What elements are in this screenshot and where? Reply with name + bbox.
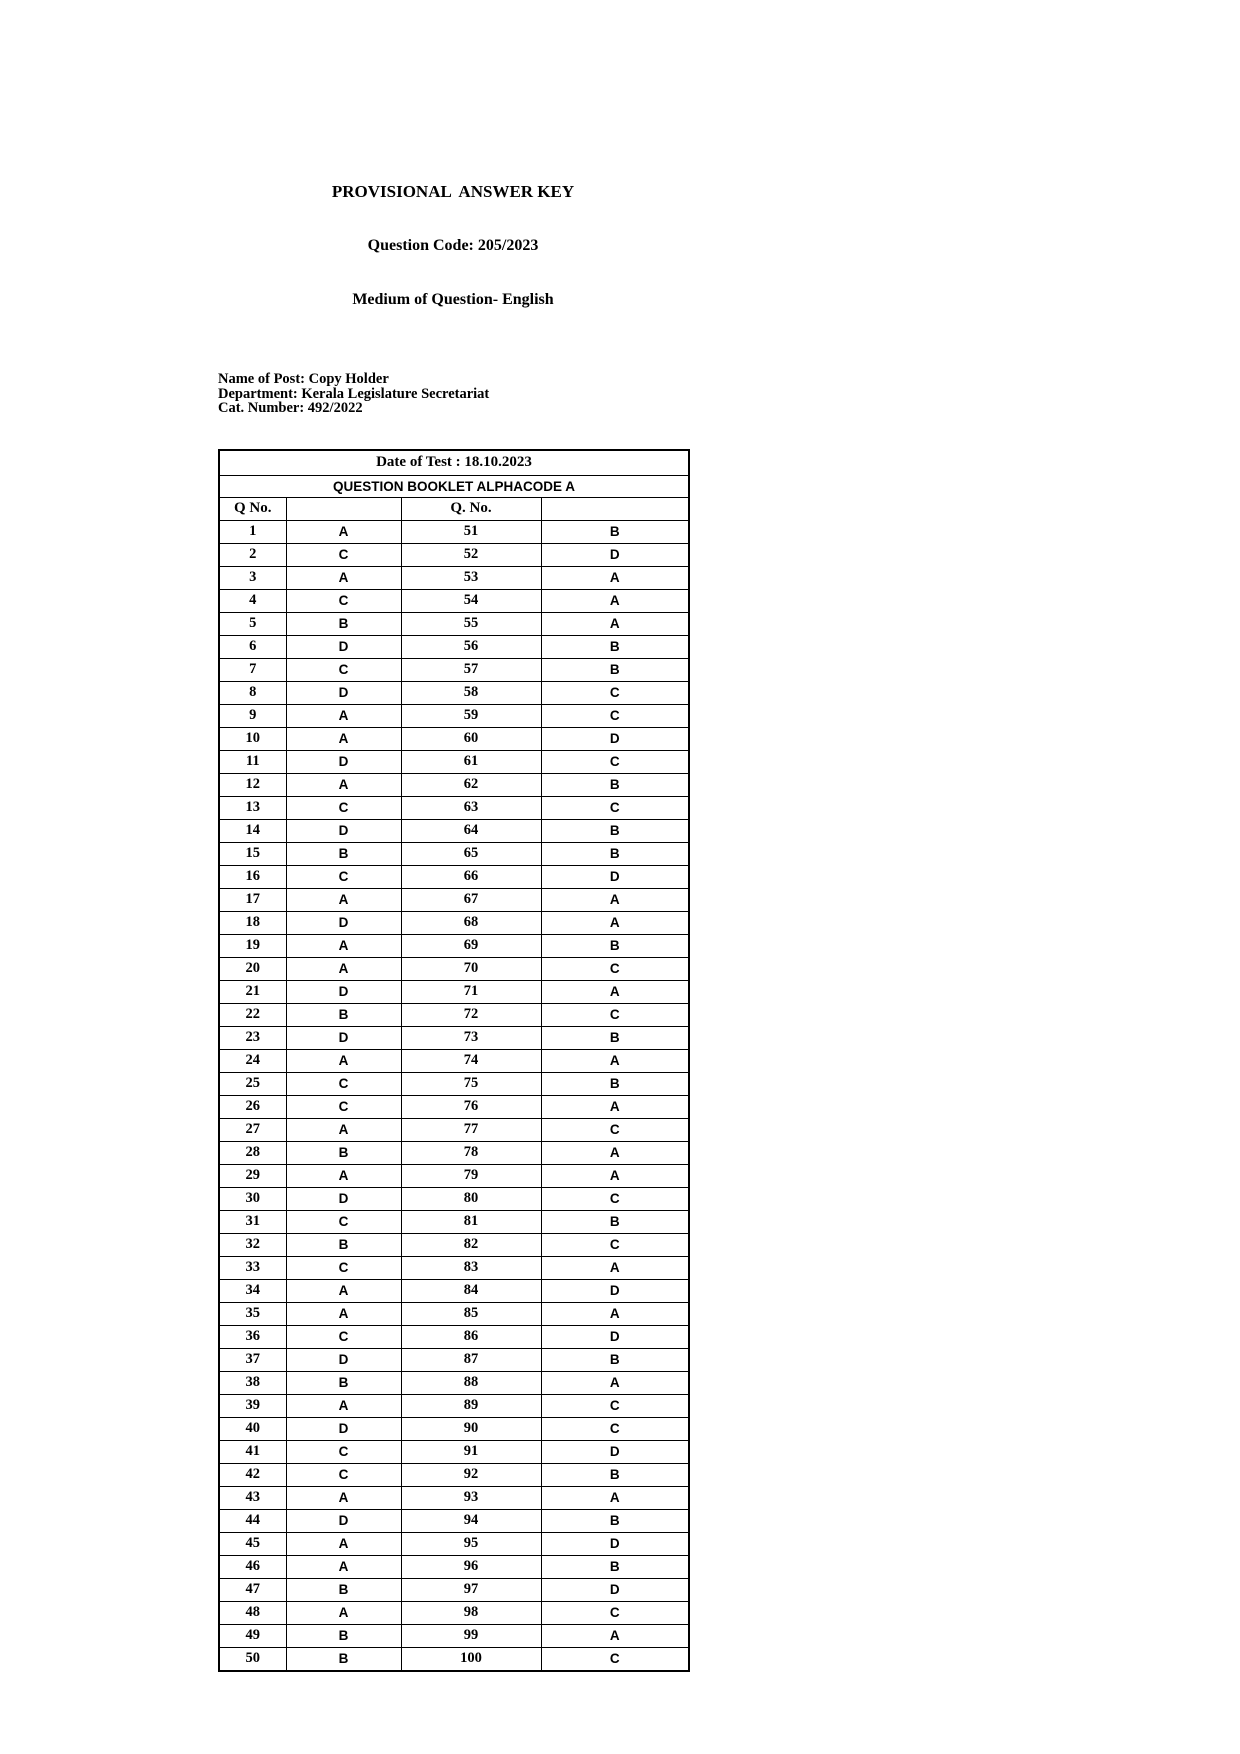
question-number-cell: 67 [401, 888, 541, 911]
answer-cell: A [541, 589, 689, 612]
question-number-cell: 48 [219, 1601, 286, 1624]
col-header-qno-left: Q No. [219, 497, 286, 520]
table-row [219, 1164, 689, 1187]
question-number-cell: 26 [219, 1095, 286, 1118]
answer-cell: C [286, 1325, 401, 1348]
answer-cell: B [541, 934, 689, 957]
answer-cell: A [286, 1486, 401, 1509]
answer-cell: D [541, 1440, 689, 1463]
answer-cell: D [286, 635, 401, 658]
department: Department: Kerala Legislature Secretariat [218, 385, 490, 402]
answer-cell: A [286, 1279, 401, 1302]
answer-cell: A [541, 1371, 689, 1394]
answer-cell: D [286, 911, 401, 934]
question-number-cell: 16 [219, 865, 286, 888]
answer-cell: D [286, 750, 401, 773]
answer-cell: B [286, 1233, 401, 1256]
question-number-cell: 64 [401, 819, 541, 842]
table-row [219, 589, 689, 612]
answer-cell: D [286, 1026, 401, 1049]
answer-cell: D [541, 1578, 689, 1601]
answer-cell: C [541, 1003, 689, 1026]
answer-cell: C [541, 681, 689, 704]
question-number-cell: 79 [401, 1164, 541, 1187]
answer-cell: C [541, 1394, 689, 1417]
table-row [219, 681, 689, 704]
answer-cell: C [541, 796, 689, 819]
answer-cell: C [286, 1095, 401, 1118]
table-row [219, 543, 689, 566]
answer-cell: D [541, 543, 689, 566]
question-number-cell: 95 [401, 1532, 541, 1555]
answer-cell: C [541, 957, 689, 980]
question-number-cell: 14 [219, 819, 286, 842]
answer-cell: B [286, 612, 401, 635]
table-row [219, 1509, 689, 1532]
table-row [219, 1233, 689, 1256]
table-row [219, 911, 689, 934]
question-number-cell: 77 [401, 1118, 541, 1141]
question-number-cell: 99 [401, 1624, 541, 1647]
answer-cell: C [286, 658, 401, 681]
question-number-cell: 9 [219, 704, 286, 727]
answer-cell: B [286, 842, 401, 865]
question-number-cell: 74 [401, 1049, 541, 1072]
answer-cell: A [541, 612, 689, 635]
answer-cell: D [286, 1417, 401, 1440]
answer-cell: A [541, 1302, 689, 1325]
answer-cell: A [286, 773, 401, 796]
answer-table-body [219, 520, 689, 1671]
answer-cell: C [541, 704, 689, 727]
question-number-cell: 76 [401, 1095, 541, 1118]
answer-cell: A [286, 520, 401, 543]
question-number-cell: 82 [401, 1233, 541, 1256]
question-number-cell: 100 [401, 1647, 541, 1671]
question-number-cell: 84 [401, 1279, 541, 1302]
question-number-cell: 59 [401, 704, 541, 727]
question-number-cell: 75 [401, 1072, 541, 1095]
answer-cell: B [286, 1647, 401, 1671]
question-number-cell: 41 [219, 1440, 286, 1463]
document-header [218, 146, 688, 345]
page-title: PROVISIONAL ANSWER KEY [331, 182, 575, 201]
answer-cell: D [541, 1532, 689, 1555]
table-row [219, 1210, 689, 1233]
table-row [219, 865, 689, 888]
answer-cell: C [541, 1647, 689, 1671]
question-number-cell: 25 [219, 1072, 286, 1095]
answer-cell: A [286, 1118, 401, 1141]
answer-cell: A [286, 934, 401, 957]
question-number-cell: 43 [219, 1486, 286, 1509]
answer-cell: D [541, 1325, 689, 1348]
table-row [219, 842, 689, 865]
answer-cell: A [286, 1164, 401, 1187]
table-row [219, 1371, 689, 1394]
table-row [219, 1072, 689, 1095]
answer-cell: C [541, 1233, 689, 1256]
question-number-cell: 51 [401, 520, 541, 543]
table-row [219, 1578, 689, 1601]
table-row [219, 1049, 689, 1072]
booklet-alphacode: QUESTION BOOKLET ALPHACODE A [219, 475, 689, 497]
question-number-cell: 8 [219, 681, 286, 704]
table-row [219, 796, 689, 819]
question-number-cell: 45 [219, 1532, 286, 1555]
answer-cell: D [541, 865, 689, 888]
question-number-cell: 27 [219, 1118, 286, 1141]
answer-cell: A [541, 1164, 689, 1187]
question-number-cell: 21 [219, 980, 286, 1003]
question-number-cell: 40 [219, 1417, 286, 1440]
answer-cell: B [541, 1210, 689, 1233]
table-row [219, 566, 689, 589]
question-number-cell: 33 [219, 1256, 286, 1279]
answer-cell: B [541, 1348, 689, 1371]
question-number-cell: 4 [219, 589, 286, 612]
table-row [219, 1026, 689, 1049]
answer-cell: A [541, 980, 689, 1003]
answer-cell: A [286, 1049, 401, 1072]
question-number-cell: 87 [401, 1348, 541, 1371]
answer-cell: B [286, 1624, 401, 1647]
question-number-cell: 90 [401, 1417, 541, 1440]
answer-cell: C [286, 1256, 401, 1279]
question-number-cell: 31 [219, 1210, 286, 1233]
table-row [219, 980, 689, 1003]
answer-cell: D [286, 1348, 401, 1371]
answer-cell: A [286, 727, 401, 750]
col-header-qno-right: Q. No. [401, 497, 541, 520]
answer-cell: C [541, 750, 689, 773]
answer-cell: B [541, 1509, 689, 1532]
table-row [219, 1279, 689, 1302]
answer-cell: C [286, 1072, 401, 1095]
question-number-cell: 24 [219, 1049, 286, 1072]
answer-cell: C [541, 1187, 689, 1210]
question-number-cell: 70 [401, 957, 541, 980]
question-number-cell: 30 [219, 1187, 286, 1210]
question-number-cell: 3 [219, 566, 286, 589]
question-number-cell: 60 [401, 727, 541, 750]
question-number-cell: 17 [219, 888, 286, 911]
question-number-cell: 18 [219, 911, 286, 934]
answer-cell: D [541, 727, 689, 750]
answer-cell: C [541, 1601, 689, 1624]
table-row [219, 612, 689, 635]
answer-cell: B [286, 1578, 401, 1601]
question-number-cell: 12 [219, 773, 286, 796]
answer-cell: B [541, 520, 689, 543]
answer-cell: B [286, 1003, 401, 1026]
post-info-block [218, 372, 688, 416]
question-number-cell: 68 [401, 911, 541, 934]
question-number-cell: 22 [219, 1003, 286, 1026]
table-row [219, 1486, 689, 1509]
table-row [219, 1555, 689, 1578]
answer-cell: C [286, 796, 401, 819]
question-number-cell: 65 [401, 842, 541, 865]
answer-cell: D [286, 1187, 401, 1210]
table-row [219, 704, 689, 727]
table-row [219, 773, 689, 796]
question-number-cell: 89 [401, 1394, 541, 1417]
answer-cell: A [541, 1049, 689, 1072]
answer-cell: A [541, 1141, 689, 1164]
question-number-cell: 35 [219, 1302, 286, 1325]
question-number-cell: 53 [401, 566, 541, 589]
answer-cell: A [286, 566, 401, 589]
question-number-cell: 78 [401, 1141, 541, 1164]
question-number-cell: 38 [219, 1371, 286, 1394]
question-number-cell: 98 [401, 1601, 541, 1624]
name-of-post: Name of Post: Copy Holder [218, 371, 389, 387]
question-number-cell: 97 [401, 1578, 541, 1601]
question-number-cell: 19 [219, 934, 286, 957]
question-number-cell: 58 [401, 681, 541, 704]
col-header-answer-right [541, 497, 689, 520]
question-number-cell: 37 [219, 1348, 286, 1371]
question-number-cell: 71 [401, 980, 541, 1003]
question-code: Question Code: 205/2023 [367, 237, 539, 254]
table-row [219, 934, 689, 957]
question-number-cell: 28 [219, 1141, 286, 1164]
question-number-cell: 1 [219, 520, 286, 543]
answer-cell: A [286, 1601, 401, 1624]
table-row [219, 1624, 689, 1647]
answer-cell: C [541, 1417, 689, 1440]
question-number-cell: 32 [219, 1233, 286, 1256]
table-row [219, 1348, 689, 1371]
table-row [219, 1095, 689, 1118]
table-row [219, 888, 689, 911]
answer-cell: A [541, 1624, 689, 1647]
question-number-cell: 10 [219, 727, 286, 750]
question-number-cell: 7 [219, 658, 286, 681]
question-number-cell: 46 [219, 1555, 286, 1578]
date-of-test: Date of Test : 18.10.2023 [219, 450, 689, 476]
question-number-cell: 91 [401, 1440, 541, 1463]
answer-cell: A [541, 1256, 689, 1279]
table-row [219, 957, 689, 980]
answer-cell: B [541, 1555, 689, 1578]
question-number-cell: 11 [219, 750, 286, 773]
answer-cell: B [541, 842, 689, 865]
question-number-cell: 5 [219, 612, 286, 635]
question-number-cell: 13 [219, 796, 286, 819]
question-number-cell: 72 [401, 1003, 541, 1026]
answer-cell: A [286, 1532, 401, 1555]
answer-cell: A [541, 566, 689, 589]
cat-number: Cat. Number: 492/2022 [218, 400, 363, 416]
answer-cell: A [541, 888, 689, 911]
date-of-test-row [219, 450, 689, 476]
table-row [219, 1141, 689, 1164]
table-row [219, 1440, 689, 1463]
answer-cell: B [541, 1026, 689, 1049]
table-row [219, 1302, 689, 1325]
answer-cell: A [286, 1302, 401, 1325]
answer-cell: A [286, 704, 401, 727]
question-number-cell: 93 [401, 1486, 541, 1509]
question-number-cell: 20 [219, 957, 286, 980]
answer-cell: C [286, 1440, 401, 1463]
question-number-cell: 86 [401, 1325, 541, 1348]
answer-cell: A [286, 957, 401, 980]
answer-cell: C [286, 1210, 401, 1233]
table-row [219, 727, 689, 750]
table-row [219, 1394, 689, 1417]
answer-cell: A [286, 1394, 401, 1417]
answer-cell: C [286, 1463, 401, 1486]
col-header-answer-left [286, 497, 401, 520]
alphacode-row [219, 475, 689, 497]
question-number-cell: 83 [401, 1256, 541, 1279]
table-row [219, 1325, 689, 1348]
question-number-cell: 94 [401, 1509, 541, 1532]
table-row [219, 1532, 689, 1555]
question-number-cell: 49 [219, 1624, 286, 1647]
question-number-cell: 50 [219, 1647, 286, 1671]
question-number-cell: 36 [219, 1325, 286, 1348]
answer-cell: C [286, 865, 401, 888]
question-number-cell: 63 [401, 796, 541, 819]
answer-cell: B [541, 635, 689, 658]
table-row [219, 635, 689, 658]
answer-cell: C [286, 543, 401, 566]
question-number-cell: 56 [401, 635, 541, 658]
question-number-cell: 44 [219, 1509, 286, 1532]
table-row [219, 1187, 689, 1210]
answer-cell: D [541, 1279, 689, 1302]
question-number-cell: 54 [401, 589, 541, 612]
answer-cell: B [541, 1072, 689, 1095]
table-row [219, 520, 689, 543]
answer-cell: D [286, 819, 401, 842]
question-number-cell: 62 [401, 773, 541, 796]
question-number-cell: 69 [401, 934, 541, 957]
answer-cell: C [541, 1118, 689, 1141]
question-number-cell: 39 [219, 1394, 286, 1417]
question-number-cell: 96 [401, 1555, 541, 1578]
table-row [219, 1647, 689, 1671]
question-number-cell: 73 [401, 1026, 541, 1049]
table-row [219, 1463, 689, 1486]
answer-cell: A [541, 1095, 689, 1118]
answer-cell: B [541, 658, 689, 681]
question-number-cell: 29 [219, 1164, 286, 1187]
medium-of-question: Medium of Question- English [352, 291, 554, 308]
answer-cell: B [541, 819, 689, 842]
table-row [219, 1601, 689, 1624]
question-number-cell: 57 [401, 658, 541, 681]
question-number-cell: 15 [219, 842, 286, 865]
table-row [219, 1003, 689, 1026]
answer-cell: A [541, 1486, 689, 1509]
table-row [219, 1417, 689, 1440]
table-row [219, 1256, 689, 1279]
table-row [219, 1118, 689, 1141]
question-number-cell: 55 [401, 612, 541, 635]
question-number-cell: 52 [401, 543, 541, 566]
question-number-cell: 2 [219, 543, 286, 566]
content-column [218, 146, 688, 1672]
answer-cell: D [286, 681, 401, 704]
answer-cell: A [541, 911, 689, 934]
column-header-row [219, 497, 689, 520]
answer-key-table [218, 449, 690, 1672]
question-number-cell: 6 [219, 635, 286, 658]
question-number-cell: 88 [401, 1371, 541, 1394]
question-number-cell: 81 [401, 1210, 541, 1233]
question-number-cell: 85 [401, 1302, 541, 1325]
answer-cell: B [286, 1371, 401, 1394]
answer-cell: D [286, 980, 401, 1003]
answer-cell: B [541, 1463, 689, 1486]
answer-cell: A [286, 888, 401, 911]
answer-cell: A [286, 1555, 401, 1578]
question-number-cell: 42 [219, 1463, 286, 1486]
answer-cell: B [541, 773, 689, 796]
table-row [219, 658, 689, 681]
question-number-cell: 80 [401, 1187, 541, 1210]
question-number-cell: 92 [401, 1463, 541, 1486]
answer-cell: C [286, 589, 401, 612]
answer-cell: B [286, 1141, 401, 1164]
question-number-cell: 34 [219, 1279, 286, 1302]
table-row [219, 750, 689, 773]
answer-cell: D [286, 1509, 401, 1532]
question-number-cell: 23 [219, 1026, 286, 1049]
question-number-cell: 61 [401, 750, 541, 773]
table-row [219, 819, 689, 842]
question-number-cell: 66 [401, 865, 541, 888]
question-number-cell: 47 [219, 1578, 286, 1601]
